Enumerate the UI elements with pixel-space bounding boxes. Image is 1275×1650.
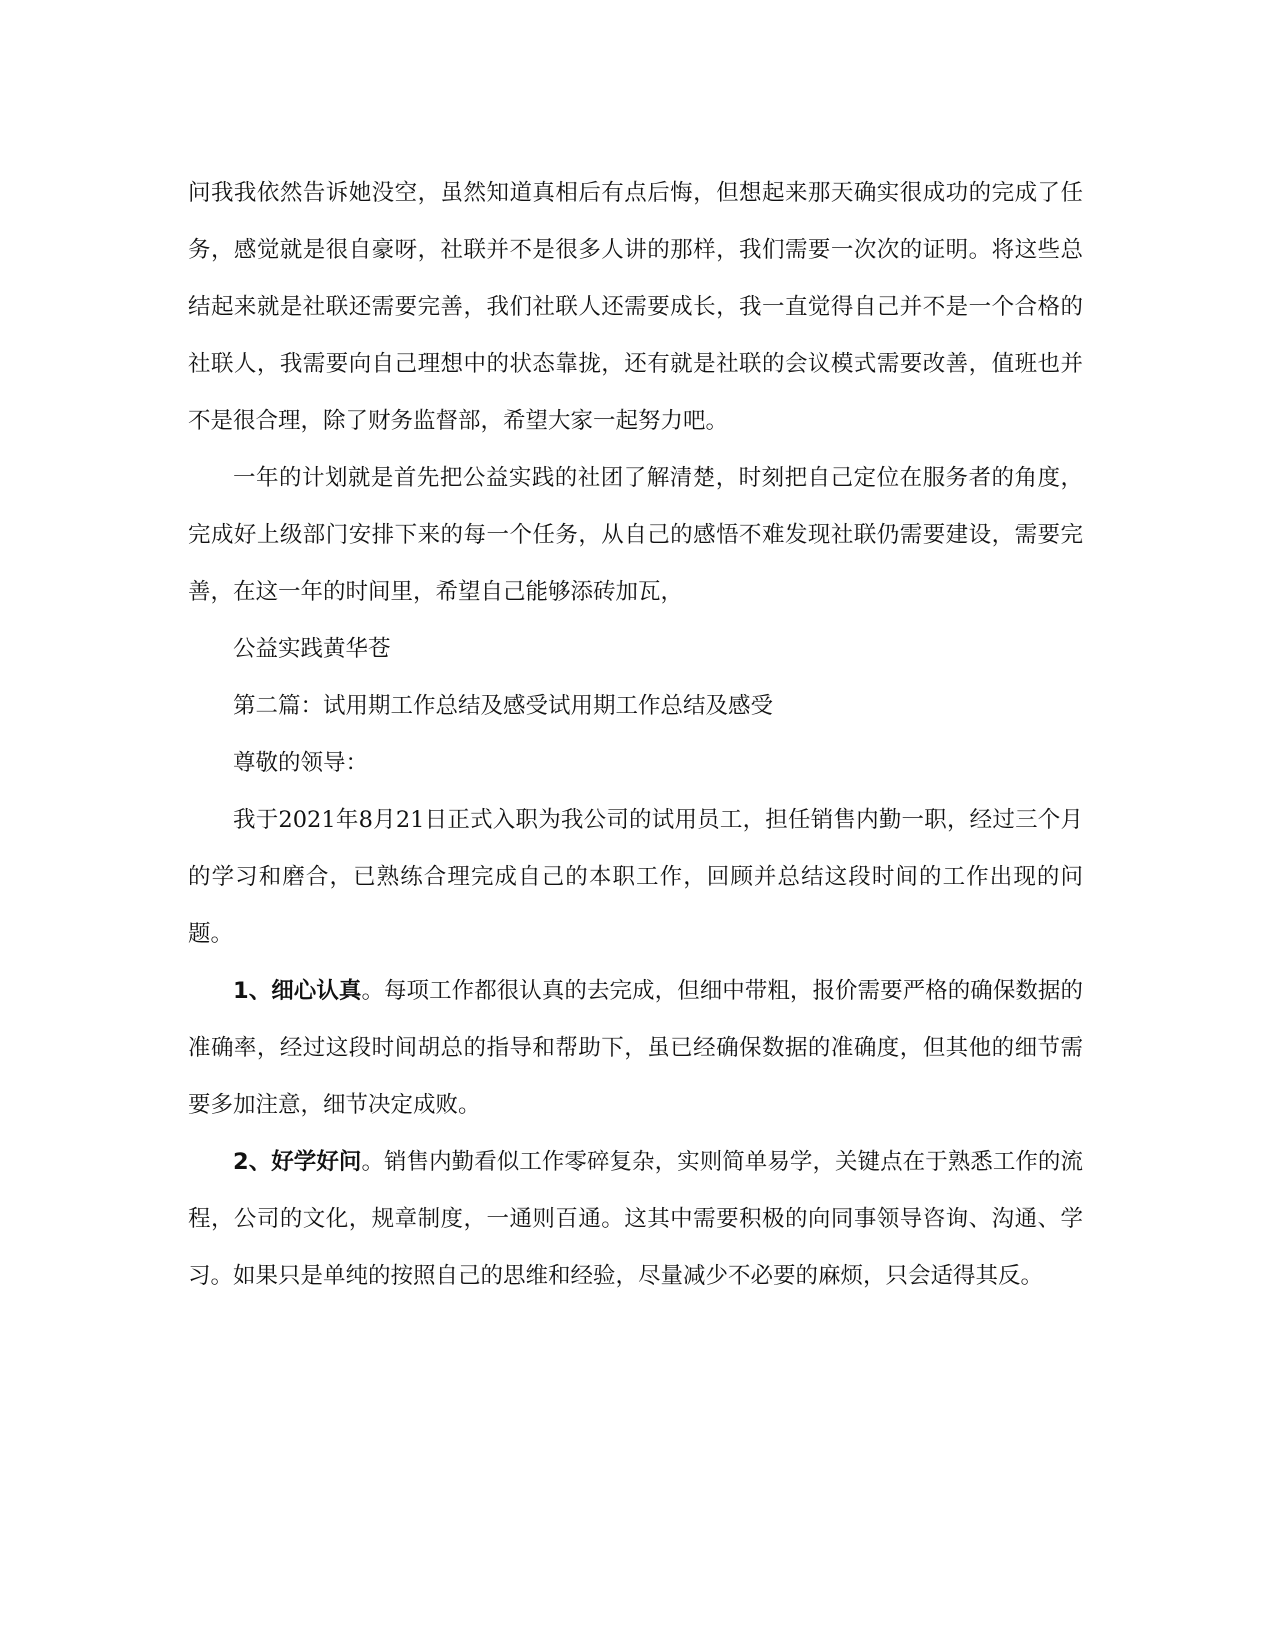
paragraph-text: 一年的计划就是首先把公益实践的社团了解清楚，时刻把自己定位在服务者的角度，完成好上级部门安排下来的每一个任务，从自己的感悟不难发现社联仍需要建设，需要完善，在这一年的时间里，希望自己能够添砖加瓦， xyxy=(188,465,1083,605)
paragraph-text: 第二篇：试用期工作总结及感受试用期工作总结及感受 xyxy=(233,693,774,719)
paragraph-text: 我于2021年8月21日正式入职为我公司的试用员工，担任销售内勤一职，经过三个月的学习和磨合，已熟练合理完成自己的本职工作，回顾并总结这段时间的工作出现的问题。 xyxy=(188,807,1083,947)
paragraph-text: 尊敬的领导： xyxy=(233,750,369,776)
author-signature xyxy=(188,621,1083,678)
point-heading: 2、好学好问 xyxy=(233,1149,362,1175)
paragraph-annual-plan xyxy=(188,450,1083,621)
paragraph-text: 。每项工作都很认真的去完成，但细中带粗，报价需要严格的确保数据的准确率，经过这段时间胡总的指导和帮助下，虽已经确保数据的准确度，但其他的细节需要多加注意，细节决定成败。 xyxy=(188,978,1083,1118)
document-body xyxy=(188,165,1083,1305)
point-heading: 1、细心认真 xyxy=(233,978,362,1004)
paragraph-text: 公益实践黄华苍 xyxy=(233,636,391,662)
paragraph-point-1 xyxy=(188,963,1083,1134)
paragraph-text: 。销售内勤看似工作零碎复杂，实则简单易学，关键点在于熟悉工作的流程，公司的文化，规章制度，一通则百通。这其中需要积极的向同事领导咨询、沟通、学习。如果只是单纯的按照自己的思维和经验，尽量减少不必要的麻烦，只会适得其反。 xyxy=(188,1149,1083,1289)
section-heading xyxy=(188,678,1083,735)
paragraph-introduction xyxy=(188,792,1083,963)
paragraph-text: 问我我依然告诉她没空，虽然知道真相后有点后悔，但想起来那天确实很成功的完成了任务，感觉就是很自豪呀，社联并不是很多人讲的那样，我们需要一次次的证明。将这些总结起来就是社联还需要完善，我们社联人还需要成长，我一直觉得自己并不是一个合格的社联人，我需要向自己理想中的状态靠拢，还有就是社联的会议模式需要改善，值班也并不是很合理，除了财务监督部，希望大家一起努力吧。 xyxy=(188,180,1083,434)
paragraph-point-2 xyxy=(188,1134,1083,1305)
salutation xyxy=(188,735,1083,792)
paragraph-continuation xyxy=(188,165,1083,450)
